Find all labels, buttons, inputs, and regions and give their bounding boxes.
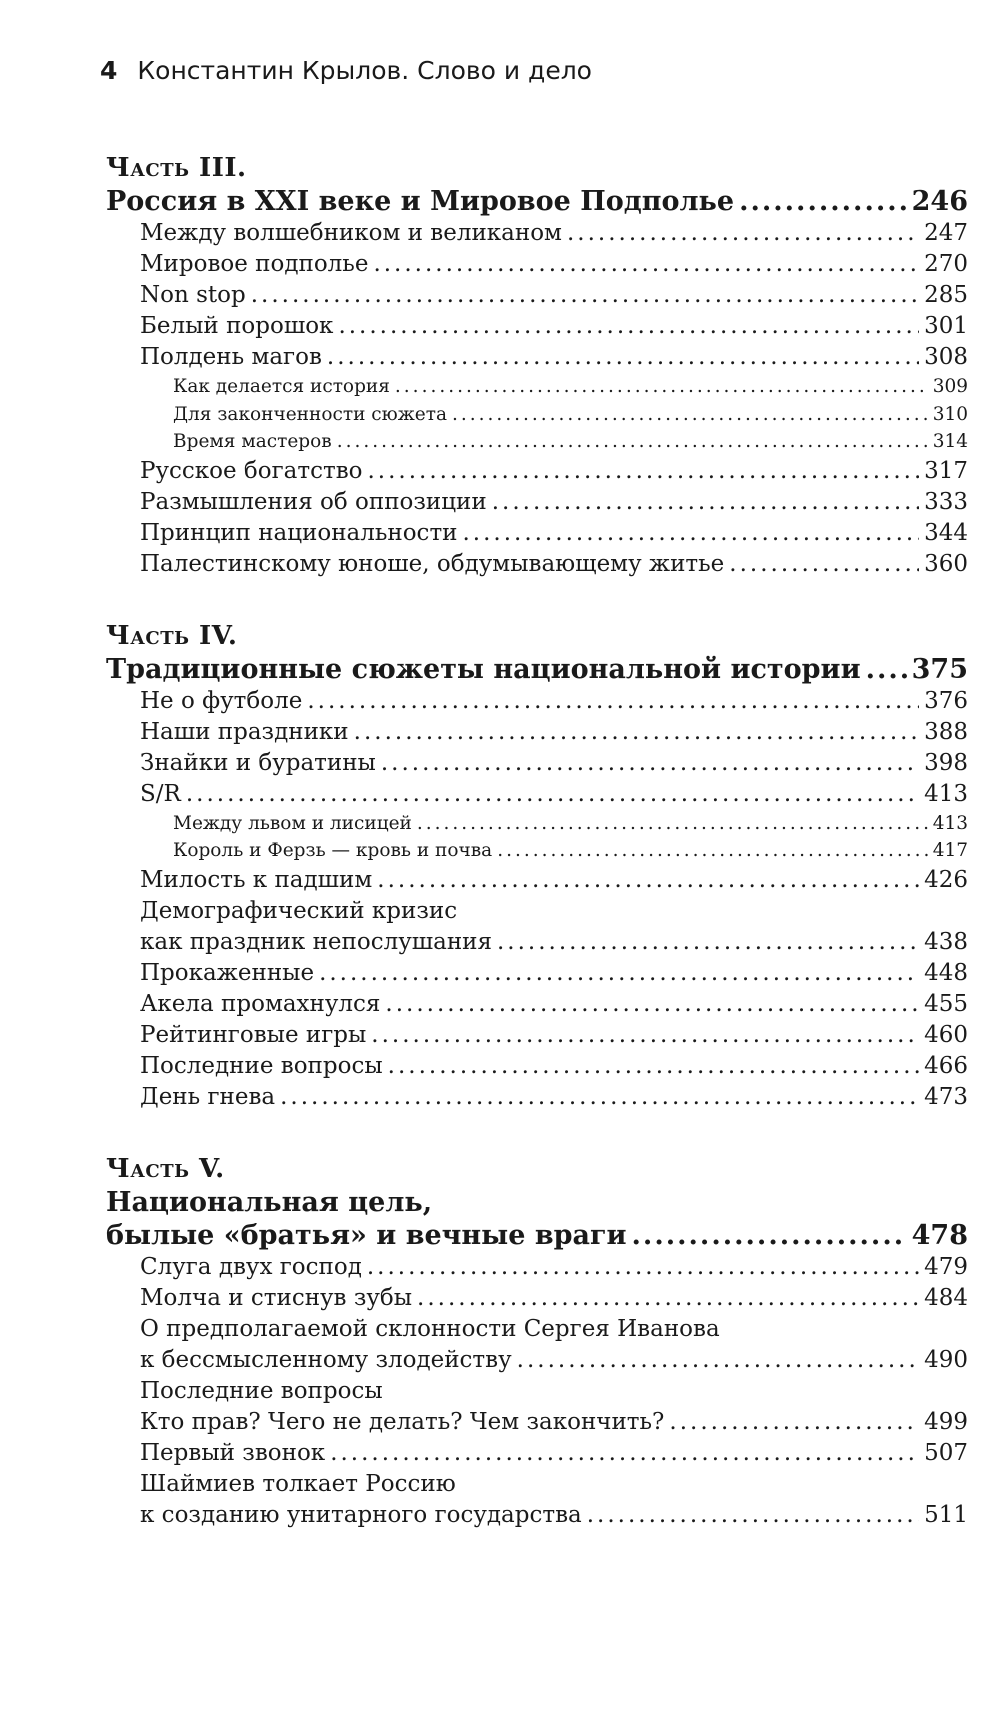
table-of-contents	[106, 152, 968, 1531]
leader-dots	[377, 865, 919, 896]
entry-page: 308	[924, 344, 968, 370]
leader-dots	[587, 1500, 919, 1531]
toc-entry[interactable]	[106, 280, 968, 311]
entry-title: Знайки и буратины	[140, 749, 376, 776]
entry-page: 314	[932, 431, 968, 452]
entry-title: Для законченности сюжета	[173, 403, 447, 425]
entry-page: 499	[924, 1408, 968, 1435]
entry-title: Принцип национальности	[140, 519, 458, 546]
leader-dots	[327, 342, 919, 373]
entry-page: 466	[924, 1052, 968, 1079]
toc-entry[interactable]	[106, 1082, 968, 1113]
leader-dots	[632, 1219, 907, 1252]
leader-dots	[417, 810, 928, 838]
entry-title: к созданию унитарного государства	[140, 1501, 582, 1528]
entry-title: Как делается история	[173, 376, 390, 397]
leader-dots	[866, 653, 907, 686]
part-label: Часть III.	[106, 153, 247, 183]
entry-title: Рейтинговые игры	[140, 1021, 367, 1048]
leader-dots	[517, 1345, 919, 1376]
entry-page: 247	[924, 220, 968, 246]
toc-part-4	[106, 620, 968, 1113]
leader-dots	[497, 927, 919, 958]
entry-title: Non stop	[140, 282, 246, 308]
entry-title: День гнева	[140, 1083, 276, 1110]
toc-entry[interactable]	[106, 456, 968, 487]
toc-entry[interactable]	[106, 311, 968, 342]
toc-subentry[interactable]	[106, 428, 968, 456]
entry-page: 448	[924, 959, 968, 986]
entry-page: 417	[932, 840, 968, 861]
toc-entry[interactable]	[106, 1051, 968, 1082]
entry-page: 413	[932, 812, 968, 834]
entry-page: 507	[924, 1439, 968, 1466]
leader-dots	[186, 779, 919, 810]
entry-page: 317	[924, 457, 968, 484]
entry-page: 270	[924, 251, 968, 277]
entry-page: 479	[924, 1253, 968, 1280]
entry-title: Молча и стиснув зубы	[140, 1284, 413, 1311]
toc-entry[interactable]	[106, 989, 968, 1020]
leader-dots	[354, 717, 919, 748]
toc-entry[interactable]	[106, 342, 968, 373]
entry-title: Не о футболе	[140, 687, 303, 714]
leader-dots	[307, 686, 919, 717]
entry-page: 333	[924, 488, 968, 515]
part-page: 478	[911, 1219, 968, 1251]
entry-title: Наши праздники	[140, 718, 349, 745]
toc-entry[interactable]	[106, 865, 968, 896]
leader-dots	[319, 958, 919, 989]
leader-dots	[371, 1020, 919, 1051]
entry-title: Полдень магов	[140, 344, 322, 370]
leader-dots	[395, 373, 928, 401]
toc-entry[interactable]	[106, 927, 968, 958]
toc-entry[interactable]	[106, 1407, 968, 1438]
leader-dots	[452, 401, 928, 429]
entry-title: Палестинскому юноше, обдумывающему житье	[140, 550, 725, 577]
entry-page: 301	[924, 313, 968, 339]
part-title-row[interactable]	[106, 1219, 968, 1252]
leader-dots	[381, 748, 919, 779]
entry-title: Белый порошок	[140, 313, 334, 339]
entry-title: Время мастеров	[173, 431, 332, 452]
leader-dots	[567, 218, 919, 249]
toc-entry[interactable]	[106, 249, 968, 280]
entry-title-line1: Демографический кризис	[140, 897, 458, 924]
entry-title-line1: Шаймиев толкает Россию	[140, 1470, 456, 1497]
part-title: былые «братья» и вечные враги	[106, 1219, 627, 1251]
running-header	[100, 56, 592, 85]
leader-dots	[251, 280, 919, 311]
entry-title: Кто прав? Чего не делать? Чем закончить?	[140, 1408, 665, 1435]
leader-dots	[417, 1283, 919, 1314]
part-label: Часть IV.	[106, 620, 238, 651]
toc-entry[interactable]	[106, 958, 968, 989]
entry-title: Акела промахнулся	[140, 990, 381, 1017]
toc-entry[interactable]	[106, 549, 968, 580]
entry-title: Первый звонок	[140, 1439, 326, 1466]
toc-entry[interactable]	[106, 1020, 968, 1051]
leader-dots	[368, 456, 920, 487]
entry-page: 426	[924, 866, 968, 893]
leader-dots	[497, 837, 927, 865]
entry-title: Между львом и лисицей	[173, 812, 412, 834]
entry-page: 511	[924, 1501, 968, 1528]
entry-title: Русское богатство	[140, 457, 363, 484]
toc-part-5	[106, 1153, 968, 1531]
entry-page: 310	[932, 403, 968, 425]
toc-entry[interactable]	[106, 779, 968, 810]
toc-entry[interactable]	[106, 717, 968, 748]
part-title: Россия в XXI веке и Мировое Подполье	[106, 186, 735, 217]
toc-subentry[interactable]	[106, 810, 968, 838]
toc-subentry[interactable]	[106, 837, 968, 865]
entry-title-line1: О предполагаемой склонности Сергея Иванова	[140, 1315, 720, 1342]
part-title-row[interactable]	[106, 185, 968, 218]
leader-dots	[739, 185, 907, 218]
leader-dots	[385, 989, 919, 1020]
toc-part-3	[106, 152, 968, 580]
entry-page: 376	[924, 687, 968, 714]
entry-page: 473	[924, 1083, 968, 1110]
leader-dots	[367, 1252, 919, 1283]
toc-entry[interactable]	[106, 748, 968, 779]
entry-page: 398	[924, 749, 968, 776]
toc-entry[interactable]	[106, 518, 968, 549]
toc-entry[interactable]	[106, 1252, 968, 1283]
toc-subentry[interactable]	[106, 373, 968, 401]
leader-dots	[373, 249, 919, 280]
part-page: 375	[911, 653, 968, 685]
toc-entry[interactable]	[106, 218, 968, 249]
entry-title: Размышления об оппозиции	[140, 488, 487, 515]
part-title-row[interactable]	[106, 653, 968, 686]
entry-title: S/R	[140, 780, 181, 807]
entry-title: Прокаженные	[140, 959, 315, 986]
part-title: Традиционные сюжеты национальной истории	[106, 653, 861, 685]
entry-page: 484	[924, 1284, 968, 1311]
entry-page: 455	[924, 990, 968, 1017]
leader-dots	[729, 549, 919, 580]
entry-page: 388	[924, 718, 968, 745]
leader-dots	[280, 1082, 919, 1113]
entry-title: Последние вопросы	[140, 1052, 383, 1079]
entry-title-line1: Последние вопросы	[140, 1377, 383, 1404]
toc-entry[interactable]	[106, 1283, 968, 1314]
toc-entry[interactable]	[106, 686, 968, 717]
leader-dots	[330, 1438, 919, 1469]
entry-title: как праздник непослушания	[140, 928, 492, 955]
entry-title: Милость к падшим	[140, 866, 373, 893]
entry-title: к бессмысленному злодейству	[140, 1346, 512, 1373]
leader-dots	[463, 518, 920, 549]
running-title: Константин Крылов. Слово и дело	[137, 56, 592, 85]
toc-entry[interactable]	[106, 1500, 968, 1531]
entry-title: Мировое подполье	[140, 251, 369, 277]
toc-entry[interactable]	[106, 1438, 968, 1469]
entry-page: 438	[924, 928, 968, 955]
toc-entry[interactable]	[106, 487, 968, 518]
page-number: 4	[100, 56, 118, 85]
leader-dots	[492, 487, 919, 518]
leader-dots	[388, 1051, 919, 1082]
part-page: 246	[911, 186, 968, 217]
leader-dots	[337, 428, 928, 456]
entry-page: 490	[924, 1346, 968, 1373]
entry-title: Король и Ферзь — кровь и почва	[173, 840, 493, 861]
entry-page: 285	[924, 282, 968, 308]
entry-title: Слуга двух господ	[140, 1253, 362, 1280]
toc-entry[interactable]	[106, 1345, 968, 1376]
part-title-line1: Национальная цель,	[106, 1186, 433, 1218]
entry-page: 344	[924, 519, 968, 546]
part-label: Часть V.	[106, 1153, 225, 1184]
leader-dots	[338, 311, 919, 342]
entry-page: 360	[924, 550, 968, 577]
entry-page: 460	[924, 1021, 968, 1048]
entry-page: 413	[924, 780, 968, 807]
toc-subentry[interactable]	[106, 401, 968, 429]
entry-page: 309	[932, 376, 968, 397]
leader-dots	[669, 1407, 919, 1438]
entry-title: Между волшебником и великаном	[140, 220, 562, 246]
